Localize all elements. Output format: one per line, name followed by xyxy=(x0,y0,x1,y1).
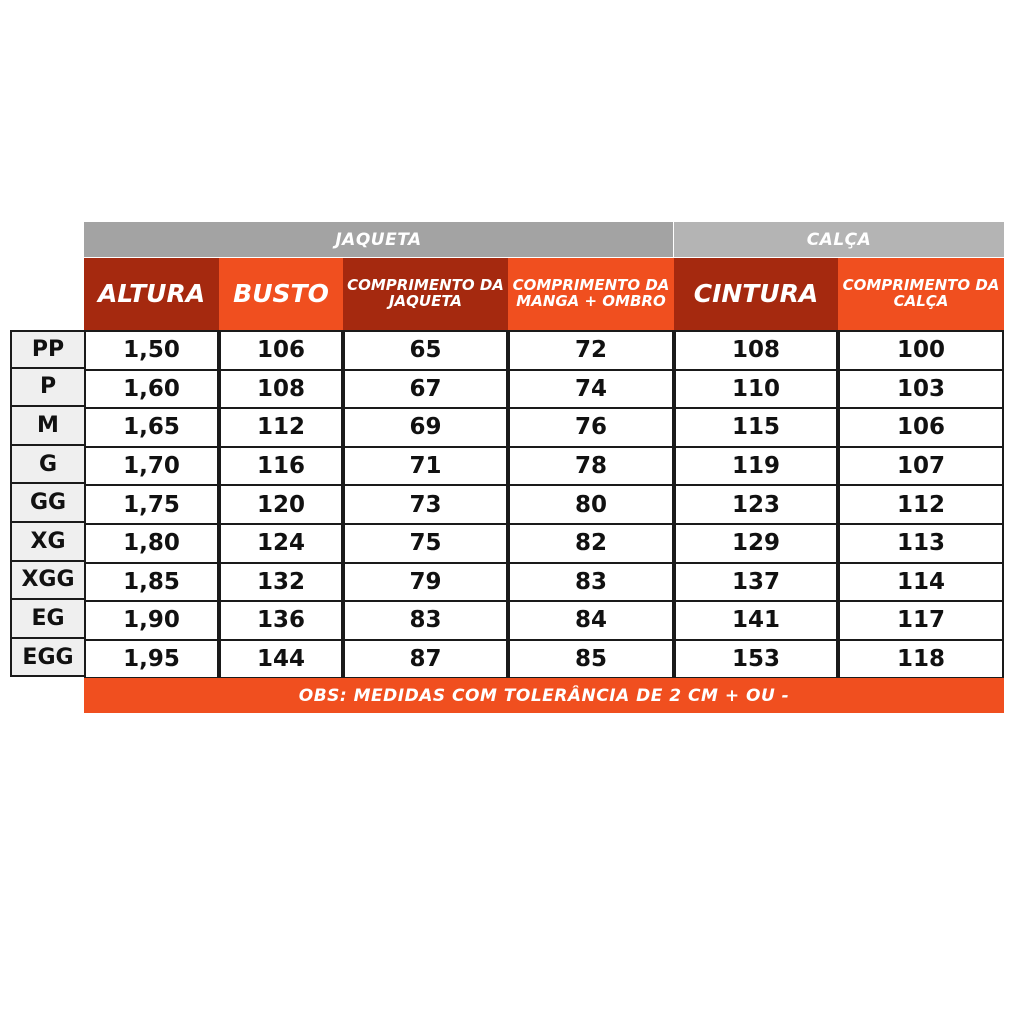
table-cell: 75 xyxy=(343,523,508,564)
size-label: PP xyxy=(10,330,86,369)
table-cell: 1,95 xyxy=(84,639,219,680)
table-cell: 69 xyxy=(343,407,508,448)
table-cell: 85 xyxy=(508,639,674,680)
table-cell: 1,85 xyxy=(84,562,219,603)
table-cell: 74 xyxy=(508,369,674,410)
group-header-calca: CALÇA xyxy=(674,222,1004,257)
table-cell: 120 xyxy=(219,484,343,525)
table-cell: 73 xyxy=(343,484,508,525)
table-cell: 153 xyxy=(674,639,838,680)
table-cell: 113 xyxy=(838,523,1004,564)
table-cell: 1,90 xyxy=(84,600,219,641)
table-cell: 1,80 xyxy=(84,523,219,564)
tolerance-note: OBS: MEDIDAS COM TOLERÂNCIA DE 2 CM + OU - xyxy=(84,678,1004,713)
table-cell: 1,70 xyxy=(84,446,219,487)
table-cell: 72 xyxy=(508,330,674,371)
table-cell: 80 xyxy=(508,484,674,525)
table-cell: 110 xyxy=(674,369,838,410)
table-cell: 112 xyxy=(219,407,343,448)
table-cell: 132 xyxy=(219,562,343,603)
table-cell: 117 xyxy=(838,600,1004,641)
table-cell: 112 xyxy=(838,484,1004,525)
size-label: EGG xyxy=(10,637,86,678)
table-cell: 108 xyxy=(219,369,343,410)
table-cell: 108 xyxy=(674,330,838,371)
table-cell: 124 xyxy=(219,523,343,564)
size-label: EG xyxy=(10,598,86,639)
table-cell: 83 xyxy=(343,600,508,641)
table-cell: 107 xyxy=(838,446,1004,487)
size-label: M xyxy=(10,405,86,446)
table-cell: 84 xyxy=(508,600,674,641)
table-cell: 71 xyxy=(343,446,508,487)
table-cell: 1,75 xyxy=(84,484,219,525)
size-label: P xyxy=(10,367,86,408)
header-busto: BUSTO xyxy=(219,258,343,330)
table-cell: 106 xyxy=(838,407,1004,448)
header-comprimento-calca: COMPRIMENTO DA CALÇA xyxy=(838,258,1004,330)
table-cell: 115 xyxy=(674,407,838,448)
table-cell: 67 xyxy=(343,369,508,410)
size-label: GG xyxy=(10,482,86,523)
header-cintura: CINTURA xyxy=(674,258,838,330)
table-cell: 83 xyxy=(508,562,674,603)
table-cell: 87 xyxy=(343,639,508,680)
table-cell: 65 xyxy=(343,330,508,371)
table-cell: 141 xyxy=(674,600,838,641)
header-comprimento-jaqueta: COMPRIMENTO DA JAQUETA xyxy=(343,258,508,330)
size-label: G xyxy=(10,444,86,485)
table-cell: 118 xyxy=(838,639,1004,680)
size-label: XGG xyxy=(10,560,86,601)
table-cell: 1,60 xyxy=(84,369,219,410)
table-cell: 123 xyxy=(674,484,838,525)
table-cell: 144 xyxy=(219,639,343,680)
table-cell: 116 xyxy=(219,446,343,487)
table-cell: 82 xyxy=(508,523,674,564)
table-cell: 114 xyxy=(838,562,1004,603)
table-cell: 103 xyxy=(838,369,1004,410)
table-cell: 119 xyxy=(674,446,838,487)
group-header-jaqueta: JAQUETA xyxy=(84,222,673,257)
table-cell: 76 xyxy=(508,407,674,448)
table-cell: 137 xyxy=(674,562,838,603)
table-cell: 106 xyxy=(219,330,343,371)
table-cell: 79 xyxy=(343,562,508,603)
table-cell: 100 xyxy=(838,330,1004,371)
header-altura: ALTURA xyxy=(84,258,219,330)
table-cell: 1,65 xyxy=(84,407,219,448)
table-cell: 136 xyxy=(219,600,343,641)
table-cell: 129 xyxy=(674,523,838,564)
header-comprimento-manga-ombro: COMPRIMENTO DA MANGA + OMBRO xyxy=(508,258,674,330)
size-label: XG xyxy=(10,521,86,562)
table-cell: 78 xyxy=(508,446,674,487)
table-cell: 1,50 xyxy=(84,330,219,371)
